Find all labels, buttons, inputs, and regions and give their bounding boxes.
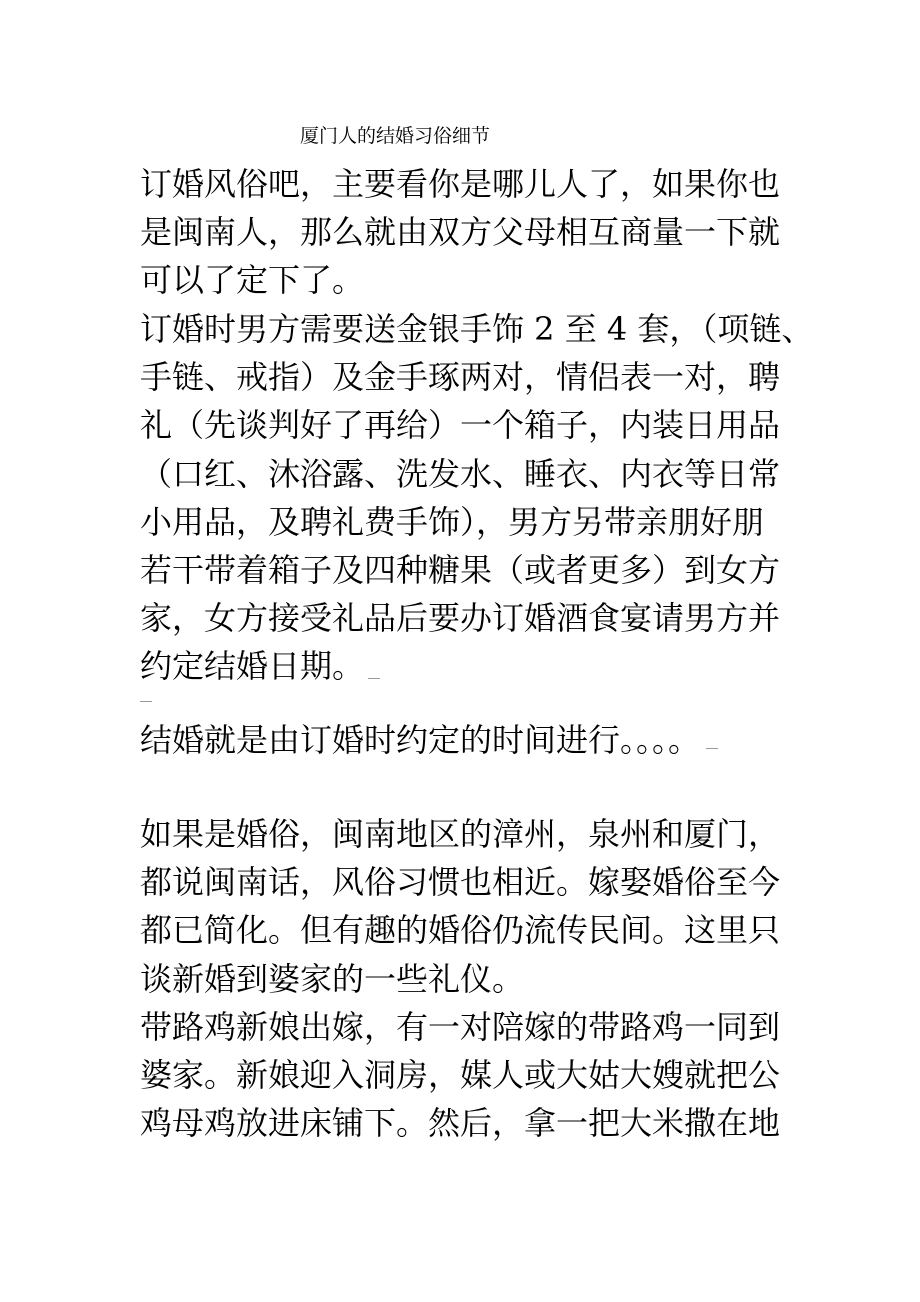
text-line: 小用品，及聘礼费手饰），男方另带亲朋好朋 xyxy=(140,502,765,541)
text-line: 订婚时男方需要送金银手饰 2 至 4 套，（项链、 xyxy=(140,310,814,348)
text-line: 订婚风俗吧，主要看你是哪儿人了，如果你也 xyxy=(140,165,781,203)
artifact-mark xyxy=(140,701,152,702)
artifact-mark xyxy=(368,678,380,679)
text-line: 如果是婚俗，闽南地区的漳州，泉州和厦门， xyxy=(140,815,781,853)
text-line: 婆家。新娘迎入洞房，媒人或大姑大嫂就把公 xyxy=(140,1056,781,1095)
text-line: 约定结婚日期。 xyxy=(140,647,365,686)
artifact-mark xyxy=(706,748,718,749)
paragraph-minnan-customs xyxy=(140,810,785,1003)
text-line: （口红、沐浴露、洗发水、睡衣、内衣等日常 xyxy=(140,454,781,493)
text-line: 都说闽南话，风俗习惯也相近。嫁娶婚俗至今 xyxy=(140,863,781,902)
text-line: 鸡母鸡放进床铺下。然后，拿一把大米撒在地 xyxy=(140,1104,781,1143)
text-line: 结婚就是由订婚时约定的时间进行。。。。 xyxy=(140,721,701,759)
document-title: 厦门人的结婚习俗细节 xyxy=(300,125,491,147)
text-line: 可以了定下了。 xyxy=(140,261,365,300)
text-line: 带路鸡新娘出嫁，有一对陪嫁的带路鸡一同到 xyxy=(140,1008,781,1046)
paragraph-wedding-date xyxy=(140,716,785,764)
paragraph-engagement-gifts xyxy=(140,305,814,691)
text-line: 是闽南人，那么就由双方父母相互商量一下就 xyxy=(140,213,781,252)
paragraph-guiding-chickens xyxy=(140,1003,785,1148)
text-line: 若干带着箱子及四种糖果（或者更多）到女方 xyxy=(140,550,781,589)
text-line: 手链、戒指）及金手琢两对，情侣表一对，聘 xyxy=(140,358,781,397)
text-line: 谈新婚到婆家的一些礼仪。 xyxy=(140,959,525,998)
paragraph-engagement-custom xyxy=(140,160,785,305)
text-line: 家，女方接受礼品后要办订婚酒食宴请男方并 xyxy=(140,599,781,638)
text-line: 都已简化。但有趣的婚俗仍流传民间。这里只 xyxy=(140,911,781,950)
text-line: 礼（先谈判好了再给）一个箱子，内装日用品 xyxy=(140,406,781,445)
